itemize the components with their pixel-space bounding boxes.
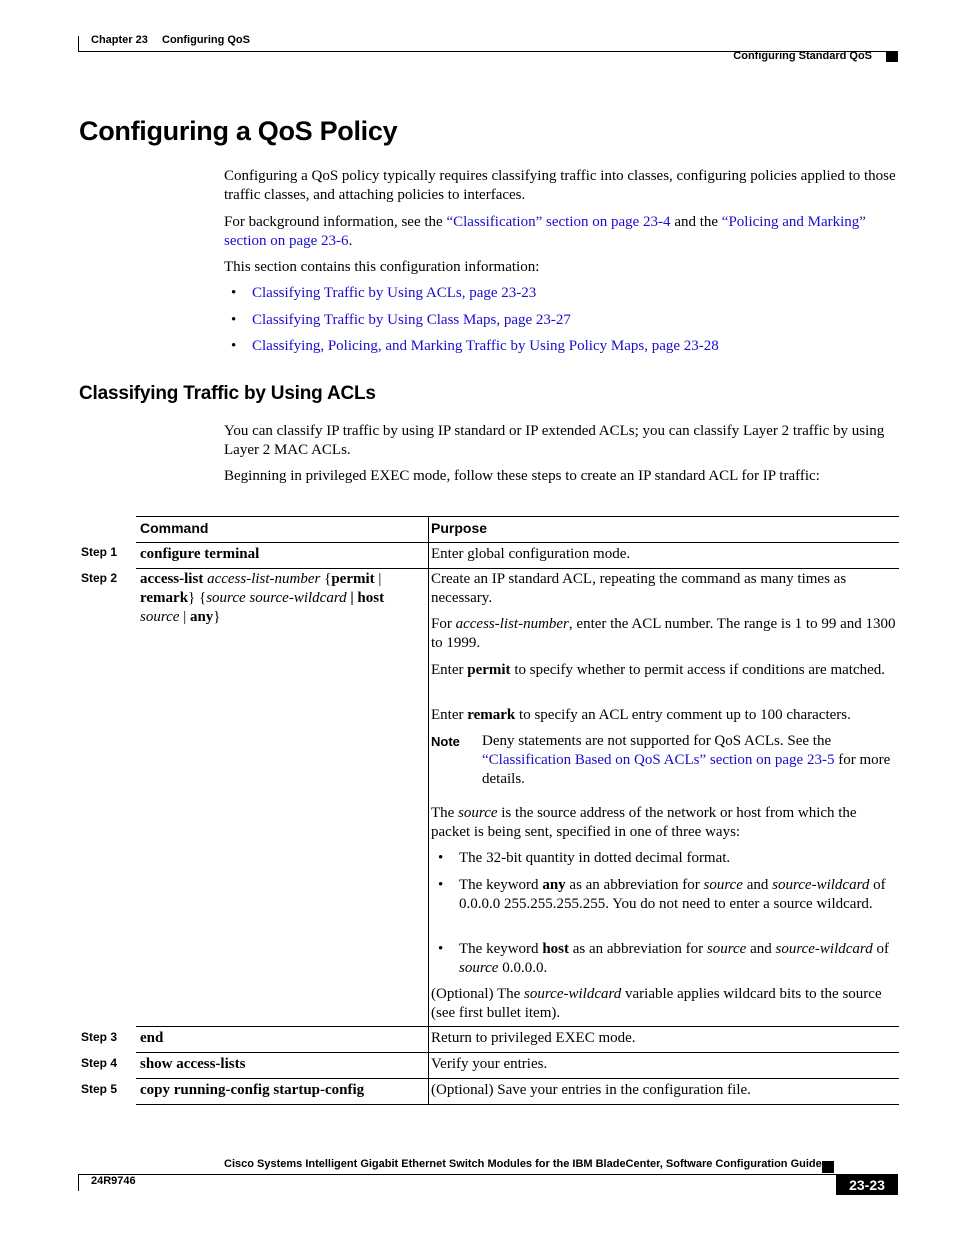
argument: source <box>703 877 743 893</box>
step-label-1: Step 1 <box>81 545 118 559</box>
step-label-5: Step 5 <box>81 1082 118 1096</box>
argument: source-wildcard <box>775 941 873 957</box>
command-configure-terminal: configure terminal <box>140 546 260 562</box>
command-copy-running-config: copy running-config startup-config <box>140 1082 365 1098</box>
page-number: 23-23 <box>836 1175 898 1195</box>
row-rule <box>136 1026 899 1027</box>
header-left-bar <box>78 36 79 52</box>
keyword: host <box>542 941 569 957</box>
keyword: any <box>189 609 214 625</box>
text: Enter <box>431 662 468 678</box>
text: Enter <box>431 707 468 723</box>
acl-paragraph-1: You can classify IP traffic by using IP standard or IP extended ACLs; you can classify Layer 2 traffic by using Layer 2 MAC ACLs. <box>224 423 885 458</box>
intro-p2-text: For background information, see the <box>224 214 447 230</box>
purpose-row-2-p3 <box>431 661 897 680</box>
argument: source <box>459 960 499 976</box>
header-chapter: Chapter 23 <box>91 34 148 46</box>
list-item <box>459 876 897 914</box>
text: as an abbreviation for <box>569 941 707 957</box>
intro-paragraph-1: Configuring a QoS policy typically requires classifying traffic into classes, configuring policies applied to those traffic classes, and attaching policies to interfaces. <box>224 168 896 203</box>
purpose-row-2-p4 <box>431 706 897 725</box>
argument: source <box>706 941 747 957</box>
step-label-2: Step 2 <box>81 571 118 585</box>
keyword: permit <box>331 571 375 587</box>
note-label: Note <box>431 734 460 749</box>
text: The keyword <box>459 941 543 957</box>
syntax-brace: { <box>199 590 207 606</box>
keyword: host <box>357 590 385 606</box>
row-rule <box>136 1078 899 1079</box>
list-item <box>231 284 536 303</box>
syntax-bar: | <box>378 571 382 587</box>
footer-left-bar <box>78 1174 79 1191</box>
link-policy-maps[interactable]: Classifying, Policing, and Marking Traffic by Using Policy Maps, page 23-28 <box>252 338 719 354</box>
text: , enter the ACL number. The range is 1 to 99 and 1300 to 1999. <box>431 616 896 651</box>
footer-marker-block <box>822 1161 834 1173</box>
text: The keyword <box>459 877 543 893</box>
text: as an abbreviation for <box>565 877 704 893</box>
text: (Optional) The <box>431 986 525 1002</box>
argument: source <box>140 609 180 625</box>
keyword: remark <box>140 590 189 606</box>
keyword: any <box>542 877 566 893</box>
purpose-row-2-p1: Create an IP standard ACL, repeating the command as many times as necessary. <box>431 571 847 606</box>
text: For <box>431 616 456 632</box>
text: and <box>746 941 776 957</box>
column-header-command: Command <box>140 520 209 536</box>
link-policing-marking-section[interactable]: “Policing and Marking” section on page 23-6 <box>224 214 866 249</box>
link-classification-section[interactable]: “Classification” section on page 23-4 <box>446 214 671 230</box>
table-top-rule <box>136 516 899 517</box>
link-classification-qos-acls[interactable]: “Classification Based on QoS ACLs” section on page 23-5 <box>482 752 835 768</box>
purpose-row-2-p6 <box>431 985 897 1023</box>
footer-book-title: Cisco Systems Intelligent Gigabit Ethernet Switch Modules for the IBM BladeCenter, Software Configuration Guide <box>224 1158 822 1170</box>
bullet-icon: • <box>231 312 237 328</box>
link-classifying-class-maps[interactable]: Classifying Traffic by Using Class Maps, page 23-27 <box>252 312 571 328</box>
text: to specify an ACL entry comment up to 100 characters. <box>515 707 851 723</box>
bullet-icon: • <box>231 338 237 354</box>
note-text <box>482 732 896 789</box>
page-title: Configuring a QoS Policy <box>79 116 398 146</box>
text: variable applies wildcard bits to the source (see first bullet item). <box>431 986 882 1021</box>
acl-paragraph-2: Beginning in privileged EXEC mode, follow these steps to create an IP standard ACL for IP traffic: <box>224 468 820 484</box>
argument: source-wildcard <box>524 986 622 1002</box>
purpose-row-4: Verify your entries. <box>431 1056 548 1072</box>
bullet-icon: • <box>438 941 444 957</box>
argument: source source-wildcard <box>206 590 347 606</box>
header-chapter-title: Configuring QoS <box>162 34 250 46</box>
list-item <box>231 337 719 356</box>
text: is the source address of the network or host from which the packet is being sent, specified in one of three ways: <box>431 805 857 840</box>
command-end: end <box>140 1030 164 1046</box>
syntax-bar: | <box>350 590 354 606</box>
header-rule <box>136 542 899 543</box>
list-item <box>231 311 571 330</box>
text: 0.0.0.0. <box>498 960 548 976</box>
step-label-4: Step 4 <box>81 1056 118 1070</box>
list-item: The 32-bit quantity in dotted decimal format. <box>459 850 731 866</box>
syntax-brace: { <box>324 571 332 587</box>
row-rule <box>136 568 899 569</box>
command-access-list <box>140 570 420 627</box>
intro-paragraph-3: This section contains this configuration information: <box>224 259 540 275</box>
step-label-3: Step 3 <box>81 1030 118 1044</box>
text: to specify whether to permit access if conditions are matched. <box>510 662 886 678</box>
text: of 0.0.0.0 255.255.255.255. You do not need to enter a source wildcard. <box>459 877 886 912</box>
text: Deny statements are not supported for QoS ACLs. See the <box>482 733 832 749</box>
argument: source <box>458 805 498 821</box>
syntax-bar: | <box>183 609 187 625</box>
table-bottom-rule <box>136 1104 899 1105</box>
purpose-row-5: (Optional) Save your entries in the configuration file. <box>431 1082 751 1098</box>
argument: access-list-number <box>455 616 569 632</box>
column-header-purpose: Purpose <box>431 520 488 536</box>
footer-doc-number: 24R9746 <box>91 1175 136 1187</box>
command-show-access-lists: show access-lists <box>140 1056 246 1072</box>
keyword: access-list <box>140 571 204 587</box>
intro-paragraph-2 <box>224 213 900 251</box>
header-marker-block <box>886 51 898 62</box>
purpose-row-2-p5 <box>431 804 897 842</box>
keyword: remark <box>467 707 516 723</box>
argument: source-wildcard <box>772 877 870 893</box>
row-rule <box>136 1052 899 1053</box>
syntax-brace: } <box>188 590 196 606</box>
keyword: permit <box>467 662 511 678</box>
intro-p2-text-mid: and the <box>670 214 722 230</box>
text: and <box>742 877 773 893</box>
purpose-row-3: Return to privileged EXEC mode. <box>431 1030 636 1046</box>
bullet-icon: • <box>438 877 444 893</box>
intro-p2-period: . <box>348 233 353 249</box>
section-heading: Classifying Traffic by Using ACLs <box>79 383 376 404</box>
column-divider <box>428 516 429 1104</box>
purpose-row-1: Enter global configuration mode. <box>431 546 631 562</box>
bullet-icon: • <box>438 850 444 866</box>
argument: access-list-number <box>207 571 321 587</box>
bullet-icon: • <box>231 285 237 301</box>
text: for more details. <box>482 752 891 787</box>
text: of <box>872 941 889 957</box>
footer-rule <box>78 1174 898 1175</box>
syntax-brace: } <box>213 609 221 625</box>
purpose-row-2-p2 <box>431 615 897 653</box>
list-item <box>459 940 897 978</box>
header-section-title: Configuring Standard QoS <box>733 50 872 62</box>
link-classifying-acls[interactable]: Classifying Traffic by Using ACLs, page 23-23 <box>252 285 537 301</box>
text: The <box>431 805 459 821</box>
